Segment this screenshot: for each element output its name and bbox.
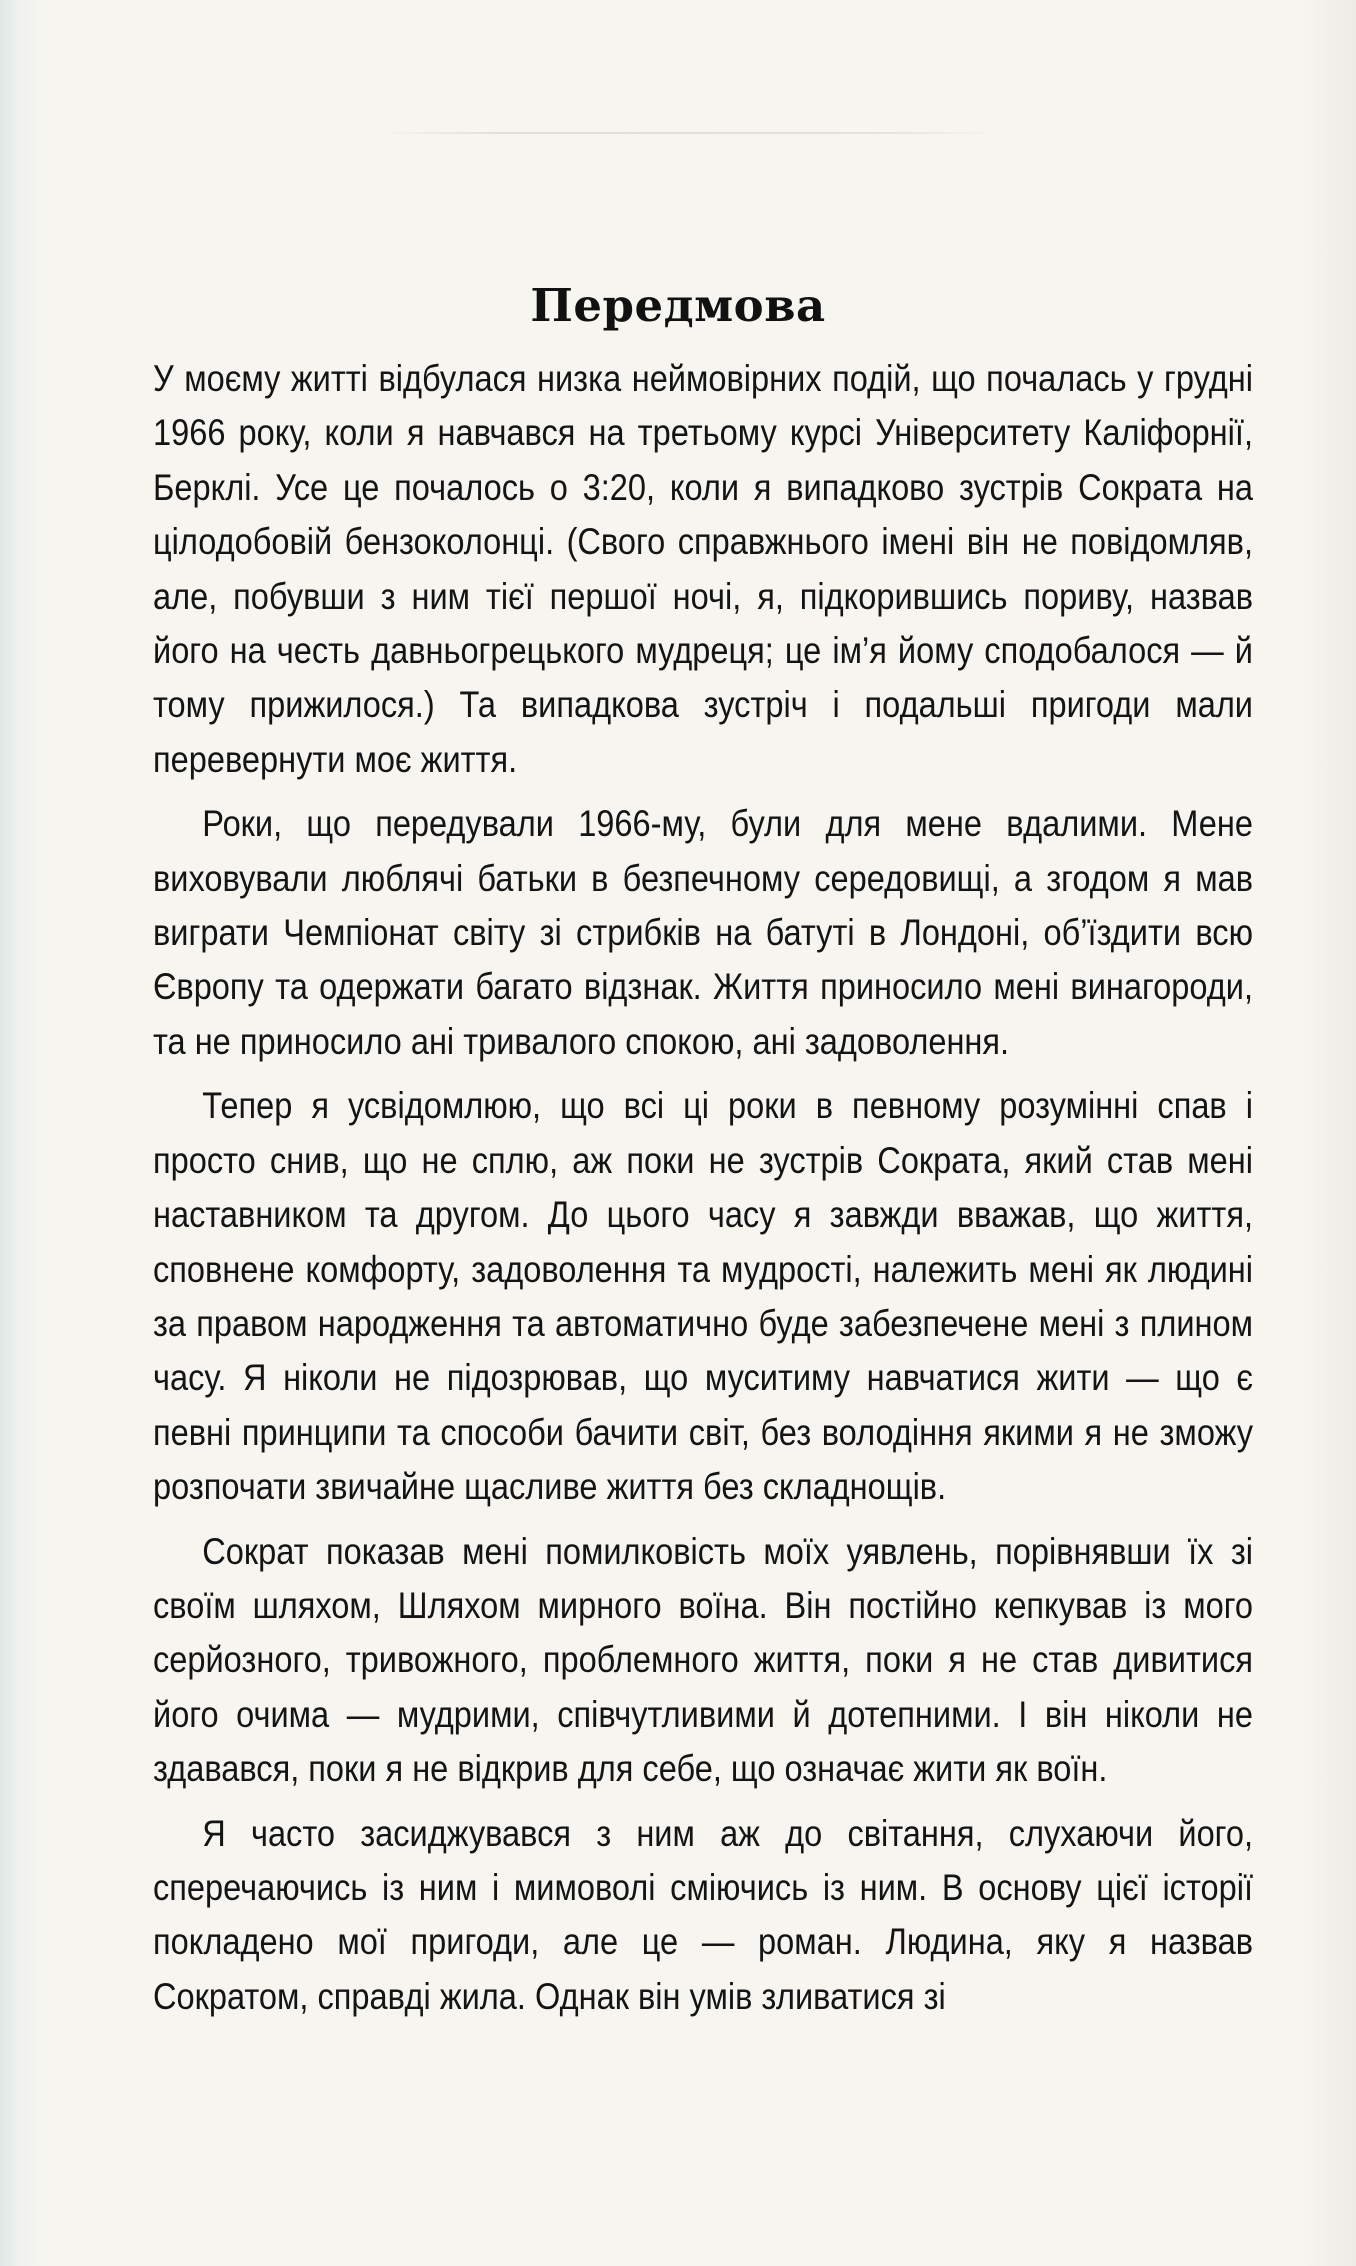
paragraph-4: Сократ показав мені помилковість моїх уявлень, порівнявши їх зі своїм шляхом, Шляхом мирного воїна. Він постійно кепкував із мого серйозного, тривожного, проблемного життя, поки я не став дивитися його очима — мудрими, співчутливими й дотепними. І він ніколи не здавався, поки я не відкрив для себе, що означає жити як воїн. [153,1530,1253,1790]
paragraph-2: Роки, що передували 1966-му, були для мене вдалими. Мене виховували люблячі батьки в безпечному середовищі, а згодом я мав виграти Чемпіонат світу зі стрибків на батуті в Лондоні, об’їздити всю Європу та одержати багато відзнак. Життя приносило мені винагороди, та не приносило ані тривалого спокою, ані задоволення. [153,803,1253,1062]
paragraph-3: Тепер я усвідомлюю, що всі ці роки в певному розумінні спав і просто снив, що не сплю, аж поки не зустрів Сократа, який став мені наставником та другом. До цього часу я завжди вважав, що життя, сповнене комфорту, задоволення та мудрості, належить мені як людині за правом народження та автоматично буде забезпечене мені з плином часу. Я ніколи не підозрював, що муситиму навчатися жити — що є певні принципи та способи бачити світ, без володіння якими я не зможу розпочати звичайне щасливе життя без складнощів. [153,1085,1253,1508]
paragraph-1: У моєму житті відбулася низка неймовірних подій, що почалась у грудні 1966 року, коли я навчався на третьому курсі Університету Каліфорнії, Берклі. Усе це почалось о 3:20, коли я випадково зустрів Сократа на цілодобовій бензоколонці. (Свого справжнього імені він не повідомляв, але, побувши з ним тієї першої ночі, я, підкорившись пориву, назвав його на честь давньогрецького мудреця; це ім’я йому сподобалося — й тому прижилося.) Та випадкова зустріч і подальші пригоди мали перевернути моє життя. [153,358,1253,780]
paragraph-5: Я часто засиджувався з ним аж до світання, слухаючи його, сперечаючись із ним і мимоволі сміючись із ним. В основу цієї історії покладено мої пригоди, але це — роман. Людина, яку я назвав Сократом, справді жила. Однак він умів зливатися зі [153,1812,1253,2017]
chapter-title: Передмова [530,279,826,333]
show-through-rule [380,132,1000,134]
body-text [153,352,1253,2034]
